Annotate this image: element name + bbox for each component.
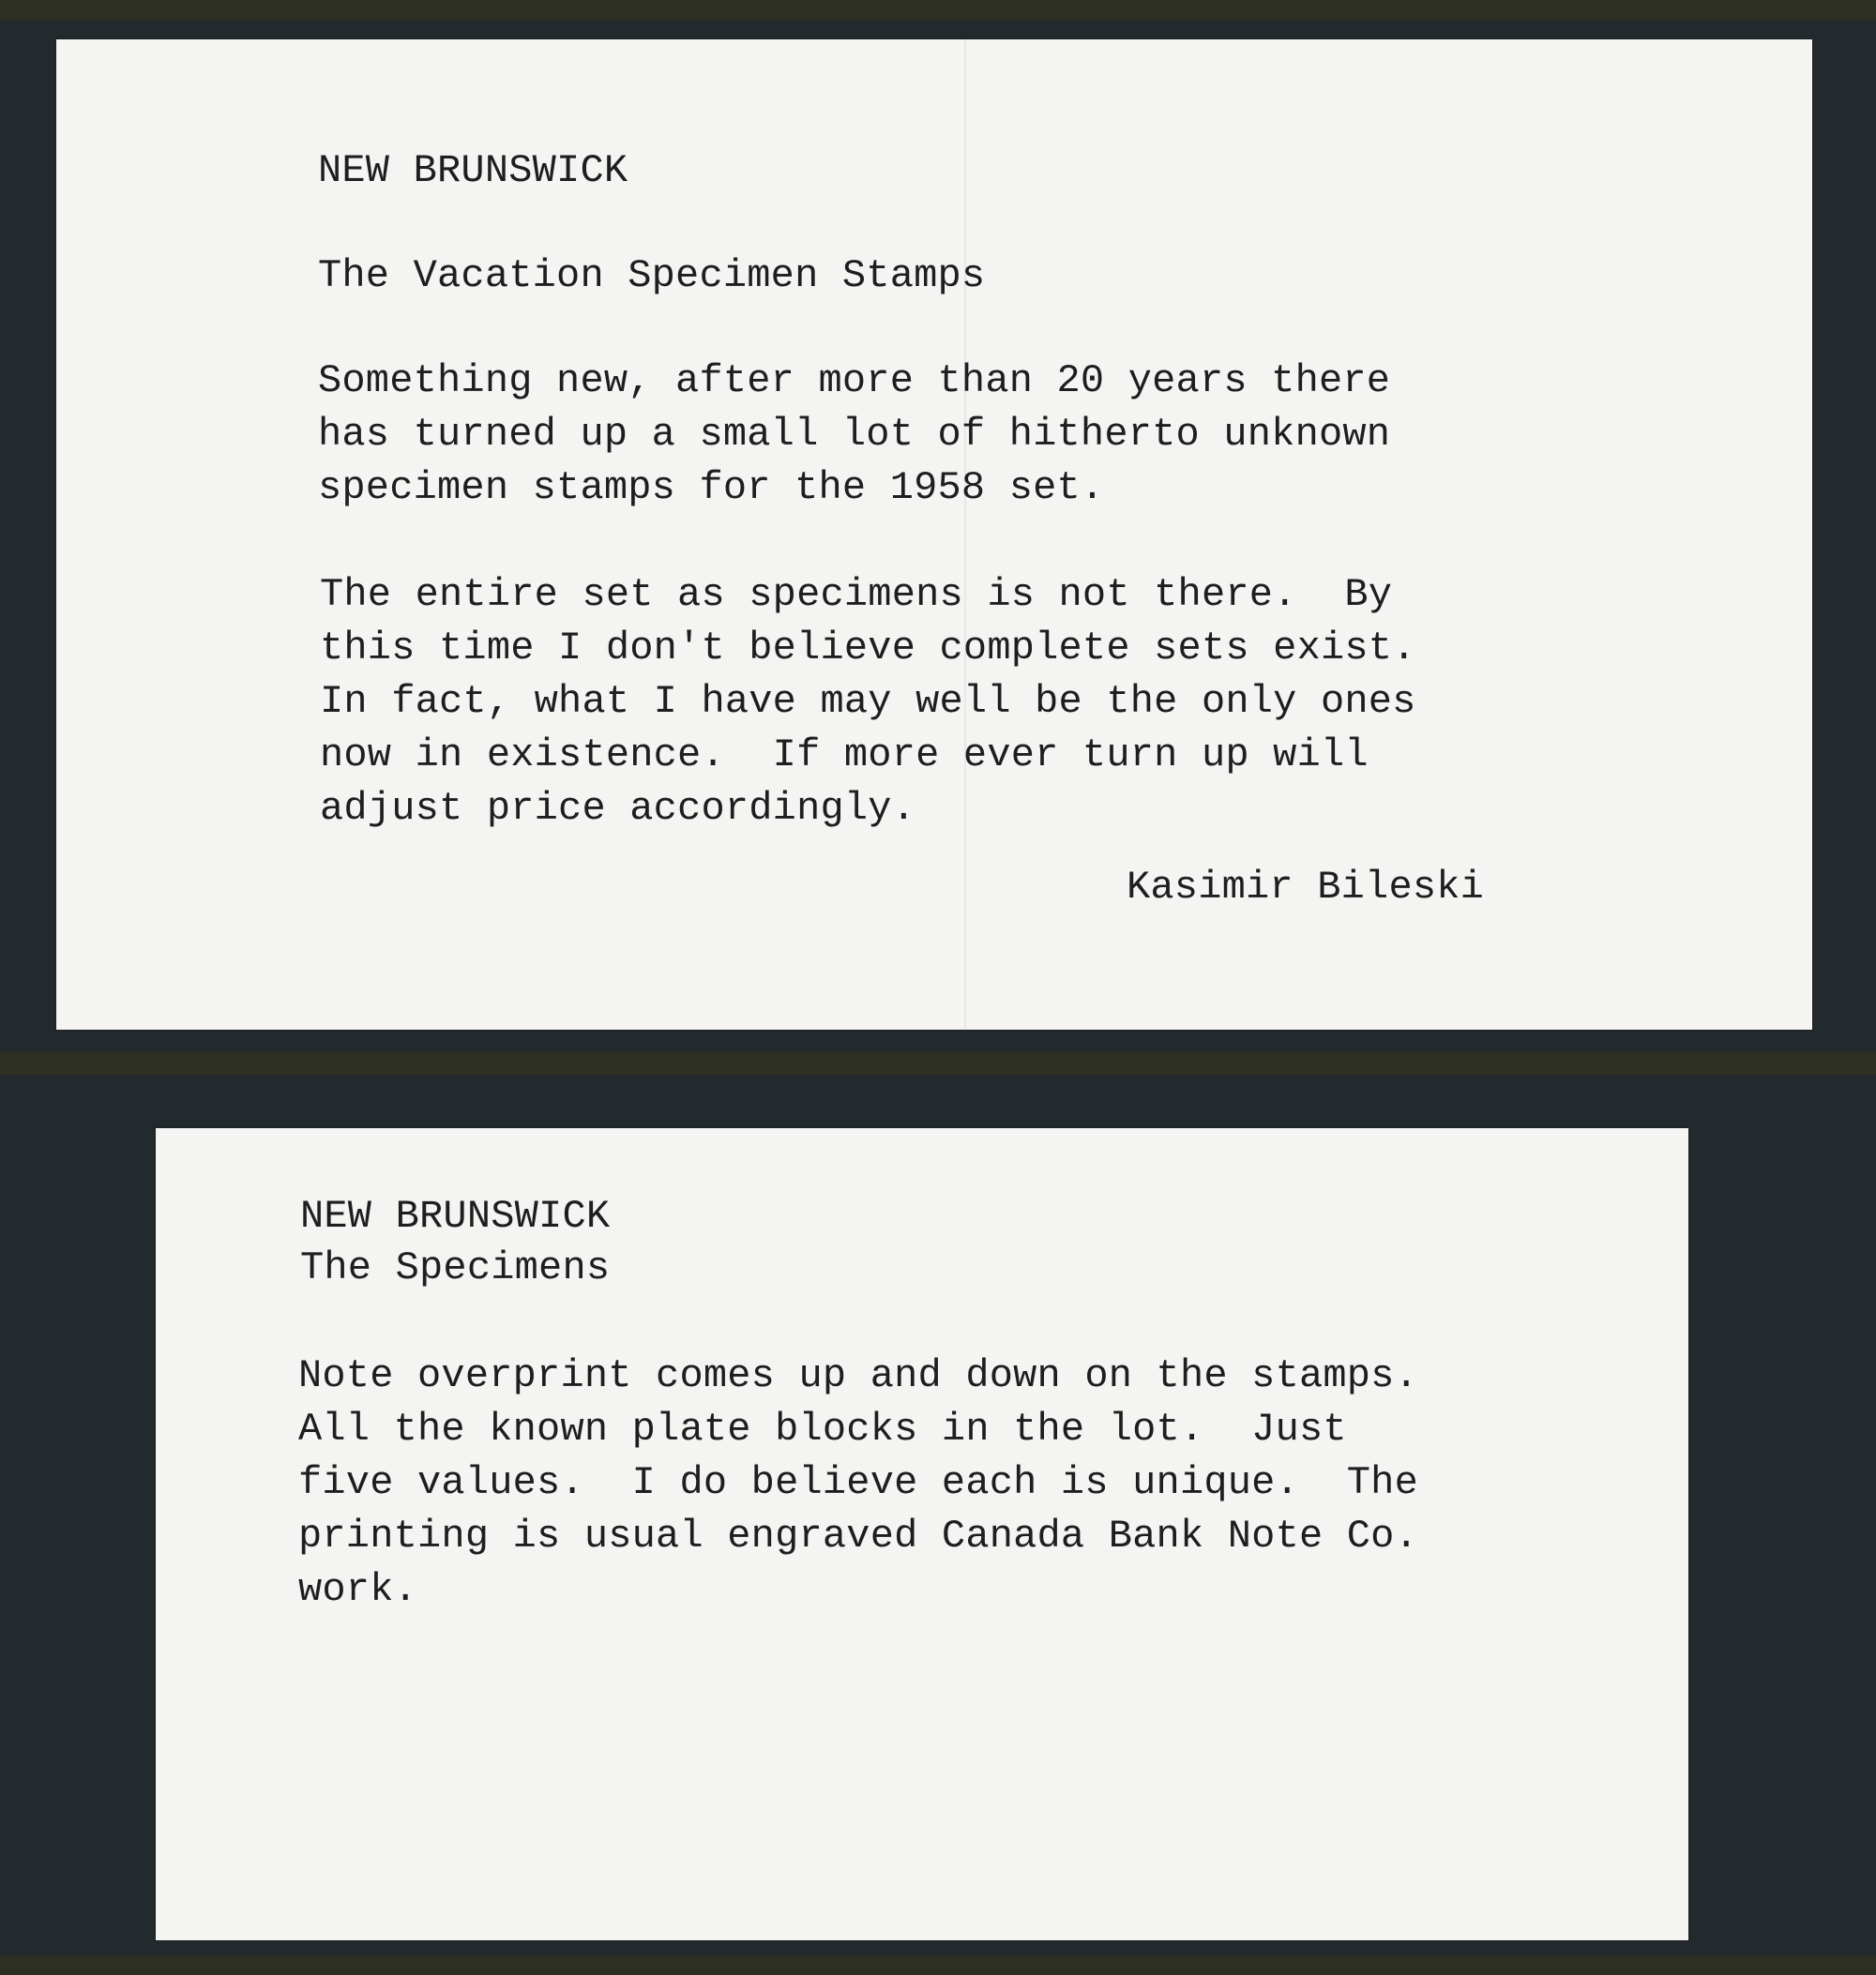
card1-p2-line: In fact, what I have may well be the only ones bbox=[320, 679, 1416, 724]
card1-p2-line: adjust price accordingly. bbox=[320, 786, 916, 831]
card1-p2-line: this time I don't believe complete sets exist. bbox=[320, 626, 1416, 671]
paper-fold-line bbox=[964, 39, 966, 1030]
card2-p-line: All the known plate blocks in the lot. Just bbox=[298, 1407, 1347, 1452]
card2-subheading: The Specimens bbox=[300, 1245, 611, 1290]
card2-p-line: printing is usual engraved Canada Bank Note Co. bbox=[298, 1514, 1418, 1559]
card2-p-line: Note overprint comes up and down on the stamps. bbox=[298, 1353, 1418, 1398]
card2-p-line: work. bbox=[298, 1567, 418, 1612]
card1-p1-line: has turned up a small lot of hitherto unknown bbox=[318, 412, 1391, 457]
bottom-border bbox=[0, 1956, 1876, 1975]
card2-p-line: five values. I do believe each is unique. The bbox=[298, 1460, 1418, 1505]
card1-p1-line: Something new, after more than 20 years there bbox=[318, 358, 1391, 403]
card2-heading: NEW BRUNSWICK bbox=[300, 1194, 611, 1239]
card1-p2-line: now in existence. If more ever turn up will bbox=[320, 732, 1369, 777]
card1-heading: NEW BRUNSWICK bbox=[318, 148, 628, 193]
note-card-specimens bbox=[156, 1128, 1688, 1940]
middle-border bbox=[0, 1052, 1876, 1075]
card1-p2-line: The entire set as specimens is not there. By bbox=[320, 572, 1393, 617]
card1-signature: Kasimir Bileski bbox=[1127, 865, 1485, 910]
note-card-vacation-specimens bbox=[56, 39, 1812, 1030]
card1-p1-line: specimen stamps for the 1958 set. bbox=[318, 465, 1105, 510]
card1-subheading: The Vacation Specimen Stamps bbox=[318, 253, 986, 298]
top-border bbox=[0, 0, 1876, 21]
